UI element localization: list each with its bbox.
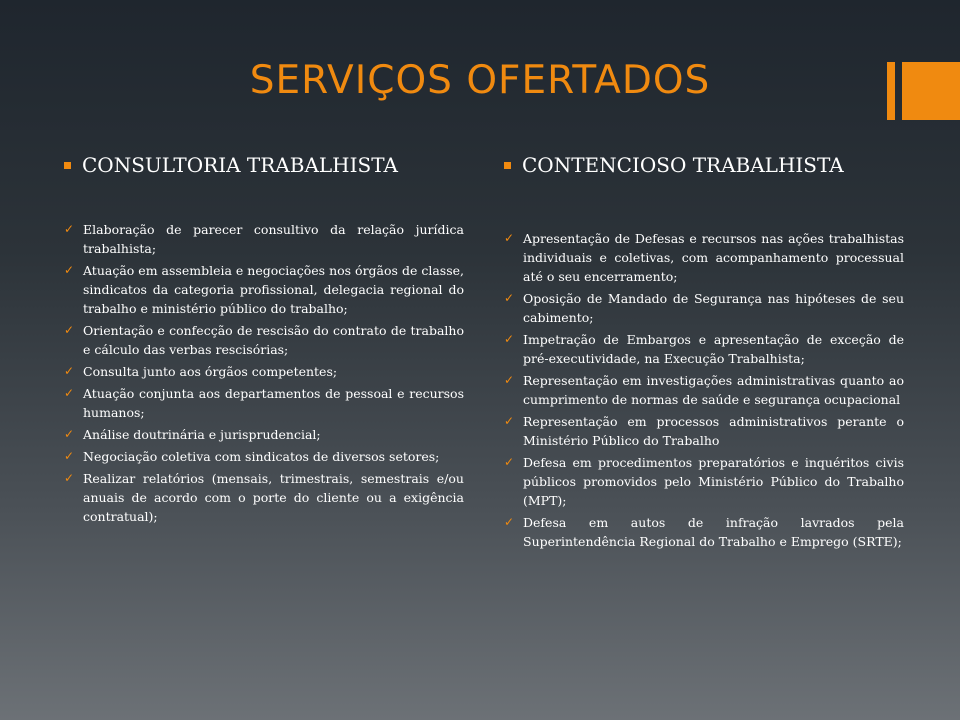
contencioso-heading <box>504 148 904 182</box>
list-item-text: Defesa em procedimentos preparatórios e inquéritos civis públicos promovidos pelo Ministério Público do Trabalho (MPT); <box>523 455 904 508</box>
list-item-text: Orientação e confecção de rescisão do contrato de trabalho e cálculo das verbas rescisórias; <box>83 323 464 357</box>
list-item <box>64 261 464 318</box>
list-item <box>504 412 904 450</box>
list-item-text: Atuação em assembleia e negociações nos órgãos de classe, sindicatos da categoria profissional, delegacia regional do trabalho e ministério público do trabalho; <box>83 263 464 316</box>
list-item-text: Análise doutrinária e jurisprudencial; <box>83 427 321 442</box>
consultoria-heading-label: CONSULTORIA TRABALHISTA <box>82 153 398 177</box>
list-item-text: Impetração de Embargos e apresentação de exceção de pré-executividade, na Execução Trabalhista; <box>523 332 904 366</box>
list-item-text: Realizar relatórios (mensais, trimestrais, semestrais e/ou anuais de acordo com o porte do cliente ou a exigência contratual); <box>83 471 464 524</box>
checkmark-icon: ✓ <box>64 364 75 378</box>
checkmark-icon: ✓ <box>504 515 515 529</box>
checkmark-icon: ✓ <box>504 231 515 245</box>
checkmark-icon: ✓ <box>64 471 75 485</box>
list-item <box>64 362 464 381</box>
square-bullet-icon <box>64 162 71 169</box>
checkmark-icon: ✓ <box>64 222 75 236</box>
list-item <box>504 453 904 510</box>
checkmark-icon: ✓ <box>64 427 75 441</box>
consultoria-heading <box>64 148 464 182</box>
slide-title: SERVIÇOS OFERTADOS <box>249 58 711 103</box>
checkmark-icon: ✓ <box>504 332 515 346</box>
list-item-text: Oposição de Mandado de Segurança nas hipóteses de seu cabimento; <box>523 291 904 325</box>
checkmark-icon: ✓ <box>504 291 515 305</box>
list-item-text: Consulta junto aos órgãos competentes; <box>83 364 338 379</box>
consultoria-list <box>64 220 464 526</box>
list-item <box>64 321 464 359</box>
checkmark-icon: ✓ <box>64 263 75 277</box>
contencioso-heading-label: CONTENCIOSO TRABALHISTA <box>522 153 844 177</box>
checkmark-icon: ✓ <box>64 386 75 400</box>
checkmark-icon: ✓ <box>64 449 75 463</box>
list-item <box>64 425 464 444</box>
list-item <box>64 447 464 466</box>
list-item-text: Representação em processos administrativos perante o Ministério Público do Trabalho <box>523 414 904 448</box>
contencioso-list <box>504 229 904 551</box>
list-item <box>64 220 464 258</box>
list-item-text: Apresentação de Defesas e recursos nas ações trabalhistas individuais e coletivas, com acompanhamento processual até o seu encerramento; <box>523 231 904 284</box>
list-item-text: Negociação coletiva com sindicatos de diversos setores; <box>83 449 440 464</box>
checkmark-icon: ✓ <box>504 373 515 387</box>
list-item-text: Representação em investigações administrativas quanto ao cumprimento de normas de saúde e segurança ocupacional <box>523 373 904 407</box>
list-item <box>504 371 904 409</box>
list-item-text: Defesa em autos de infração lavrados pela Superintendência Regional do Trabalho e Emprego (SRTE); <box>523 515 904 549</box>
list-item <box>504 330 904 368</box>
contencioso-column <box>504 148 904 554</box>
checkmark-icon: ✓ <box>64 323 75 337</box>
list-item <box>504 229 904 286</box>
list-item <box>504 289 904 327</box>
consultoria-column <box>64 148 464 529</box>
list-item <box>64 469 464 526</box>
list-item-text: Atuação conjunta aos departamentos de pessoal e recursos humanos; <box>83 386 464 420</box>
checkmark-icon: ✓ <box>504 455 515 469</box>
checkmark-icon: ✓ <box>504 414 515 428</box>
list-item <box>504 513 904 551</box>
list-item <box>64 384 464 422</box>
list-item-text: Elaboração de parecer consultivo da relação jurídica trabalhista; <box>83 222 464 256</box>
square-bullet-icon <box>504 162 511 169</box>
